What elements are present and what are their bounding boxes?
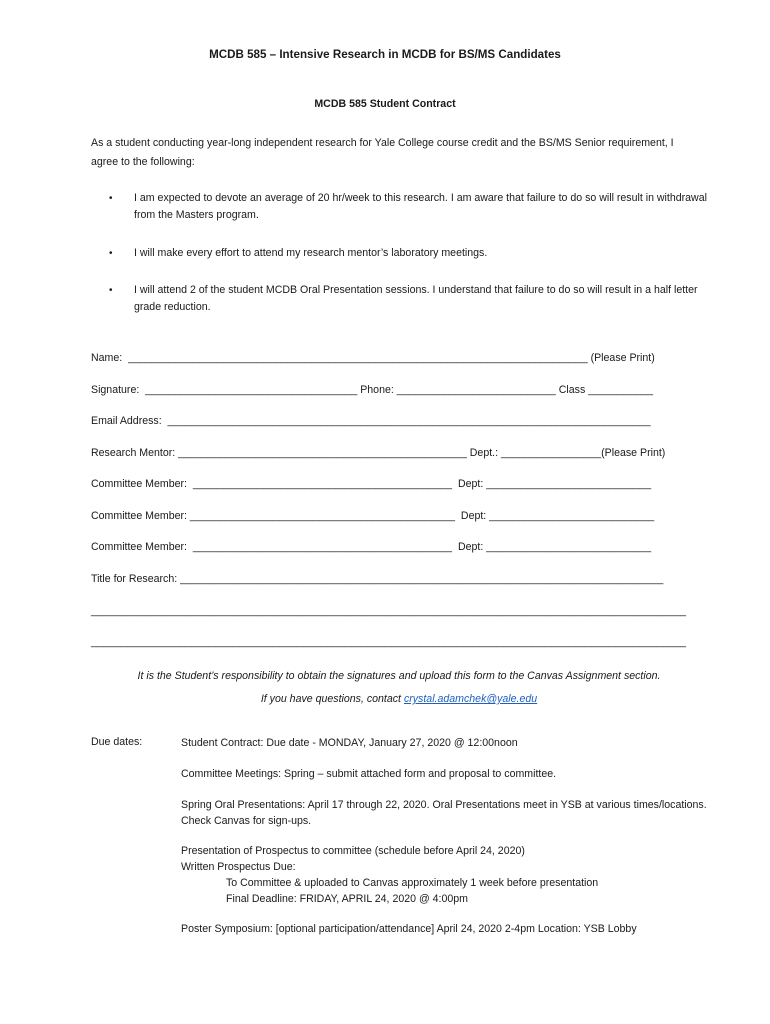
bullet-icon: • (109, 285, 113, 296)
bullet-text: I will make every effort to attend my research mentor’s laboratory meetings. (134, 247, 488, 259)
due-poster-symposium: Poster Symposium: [optional participation/attendance] April 24, 2020 2-4pm Location: YSB Lobby (181, 923, 637, 935)
intro-paragraph: As a student conducting year-long independent research for Yale College course credit and the BS/MS Senior requirement, I agree to the following: (91, 137, 674, 168)
prospectus-line: Final Deadline: FRIDAY, APRIL 24, 2020 @ 4:00pm (226, 893, 468, 905)
due-dates-label: Due dates: (91, 736, 143, 748)
due-prospectus (181, 843, 711, 907)
bullet-text: I am expected to devote an average of 20 hr/week to this research. I am aware that failure to do so will result in withdrawal from the Masters program. (134, 192, 707, 221)
name-field[interactable]: Name: ______________________________________________________________________________ (Please Print) (91, 352, 655, 364)
document-subtitle: MCDB 585 Student Contract (314, 98, 456, 110)
research-title-line-2[interactable]: _____________________________________________________________________________________________________ (91, 605, 687, 617)
due-contract: Student Contract: Due date - MONDAY, January 27, 2020 @ 12:00noon (181, 737, 518, 749)
contact-email-link[interactable]: crystal.adamchek@yale.edu (403, 693, 538, 705)
prospectus-line: Presentation of Prospectus to committee (schedule before April 24, 2020) (181, 845, 525, 857)
prospectus-line: Written Prospectus Due: (181, 861, 296, 873)
prospectus-line: To Committee & uploaded to Canvas approximately 1 week before presentation (226, 877, 599, 889)
bullet-item (91, 190, 721, 224)
committee-member-field-2[interactable]: Committee Member: _____________________________________________ Dept: ____________________________ (91, 510, 655, 522)
bullet-item (91, 282, 721, 316)
due-committee-meetings: Committee Meetings: Spring – submit attached form and proposal to committee. (181, 768, 557, 780)
bullet-icon: • (109, 248, 113, 259)
research-mentor-field[interactable]: Research Mentor: _________________________________________________ Dept.: _________________(Please Print) (91, 447, 666, 459)
committee-member-field-3[interactable]: Committee Member: ____________________________________________ Dept: ____________________________ (91, 541, 652, 553)
bullet-text: I will attend 2 of the student MCDB Oral Presentation sessions. I understand that failure to do so will result in a half letter grade reduction. (134, 284, 698, 313)
bullet-icon: • (109, 193, 113, 204)
bullet-item (91, 245, 721, 262)
committee-member-field-1[interactable]: Committee Member: ____________________________________________ Dept: ____________________________ (91, 478, 652, 490)
responsibility-notice: It is the Student’s responsibility to obtain the signatures and upload this form to the Canvas Assignment section. (137, 670, 661, 682)
email-field[interactable]: Email Address: __________________________________________________________________________________ (91, 415, 651, 427)
research-title-line-3[interactable]: _____________________________________________________________________________________________________ (91, 636, 687, 648)
signature-phone-class-field[interactable]: Signature: ____________________________________ Phone: ___________________________ Class ___________ (91, 384, 654, 396)
document-title: MCDB 585 – Intensive Research in MCDB for BS/MS Candidates (209, 48, 561, 61)
research-title-field[interactable]: Title for Research: __________________________________________________________________________________ (91, 573, 664, 585)
due-oral-presentations: Spring Oral Presentations: April 17 through 22, 2020. Oral Presentations meet in YSB at various times/locations. Check Canvas for sign-ups. (181, 799, 707, 827)
contact-prefix: If you have questions, contact (260, 693, 404, 705)
contact-notice (0, 693, 770, 705)
